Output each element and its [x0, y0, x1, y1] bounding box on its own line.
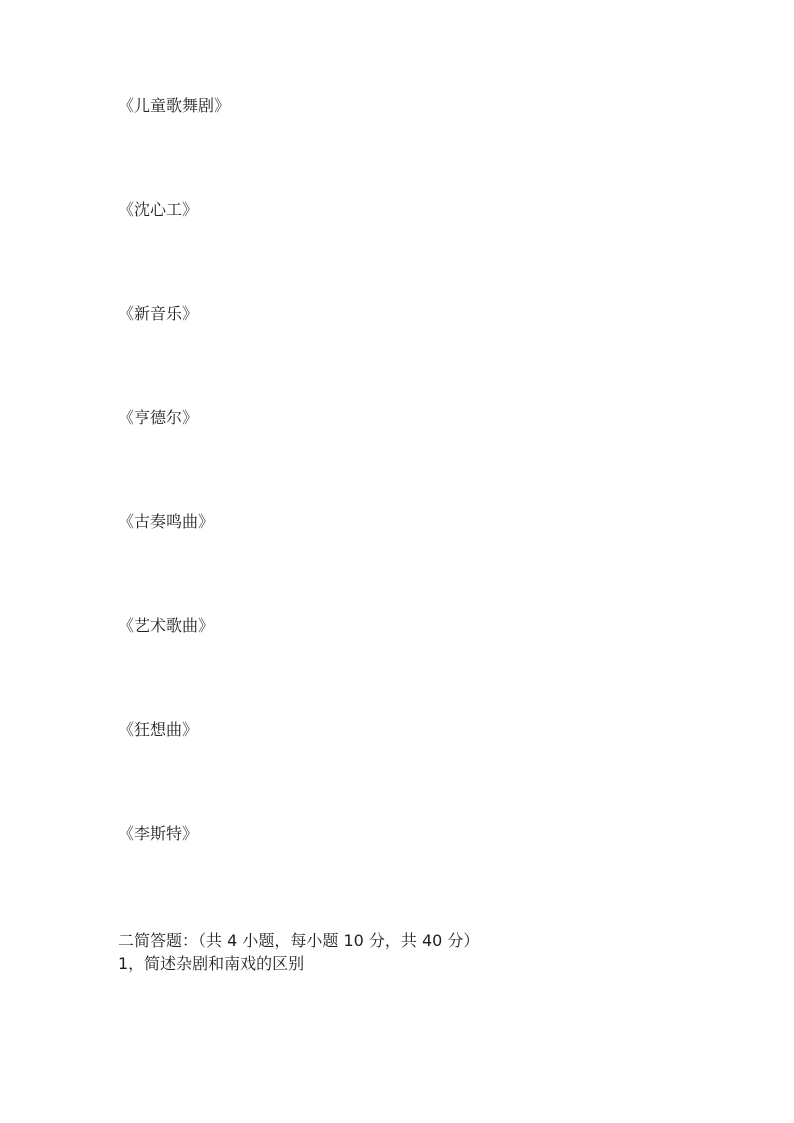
term-item: 《李斯特》 [118, 824, 199, 843]
short-answer-section [118, 929, 678, 975]
term-item: 《亨德尔》 [118, 408, 199, 427]
term-item: 《沈心工》 [118, 200, 199, 219]
term-item: 《狂想曲》 [118, 720, 199, 739]
term-item: 《儿童歌舞剧》 [118, 96, 231, 115]
question-item: 1，简述杂剧和南戏的区别 [118, 954, 305, 973]
section-heading: 二简答题：（共 4 小题，每小题 10 分，共 40 分） [118, 931, 480, 950]
document-content [118, 97, 678, 975]
term-item: 《新音乐》 [118, 304, 199, 323]
term-item: 《艺术歌曲》 [118, 616, 215, 635]
term-item: 《古奏鸣曲》 [118, 512, 215, 531]
